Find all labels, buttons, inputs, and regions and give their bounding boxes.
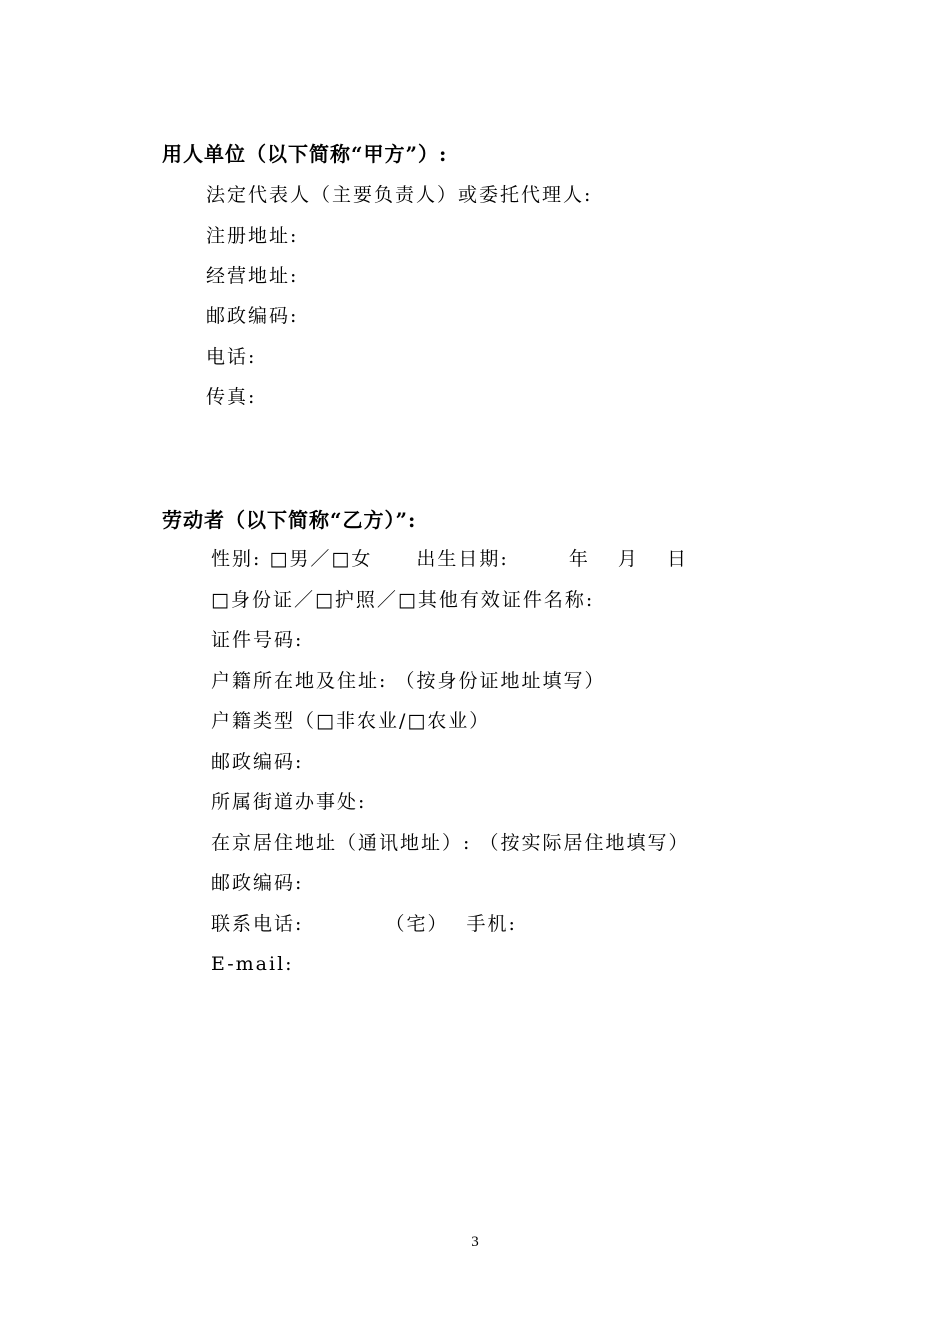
birth-date-label: 出生日期:: [416, 548, 509, 570]
email-line: E-mail:: [211, 953, 294, 975]
id-number-line: 证件号码:: [211, 629, 304, 651]
street-office-line: 所属街道办事处:: [211, 791, 367, 813]
day-label: 日: [666, 548, 688, 570]
month-label: 月: [617, 548, 639, 570]
mobile-label: 手机:: [466, 913, 517, 935]
party-a-phone-line: 电话:: [206, 346, 257, 368]
contact-phone-line: [211, 911, 517, 937]
party-a-business-address-line: 经营地址:: [206, 265, 299, 287]
party-a-representative-line: 法定代表人（主要负责人）或委托代理人:: [206, 184, 593, 206]
gender-options: □男／□女: [269, 548, 373, 570]
party-b-heading: 劳动者（以下简称“乙方）”:: [162, 508, 417, 532]
page-number: 3: [471, 1234, 479, 1250]
party-a-postal-code-line: 邮政编码:: [206, 305, 299, 327]
id-type-line: □身份证／□护照／□其他有效证件名称:: [211, 589, 595, 611]
gender-label: 性别:: [211, 548, 262, 570]
party-b-postal-code-2-line: 邮政编码:: [211, 872, 304, 894]
party-a-fax-line: 传真:: [206, 386, 257, 408]
gender-birth-line: [211, 546, 688, 572]
hukou-type-line: 户籍类型（□非农业/□农业）: [211, 710, 491, 732]
contact-phone-label: 联系电话:: [211, 913, 304, 935]
party-b-postal-code-line: 邮政编码:: [211, 751, 304, 773]
beijing-address-line: 在京居住地址（通讯地址）: （按实际居住地填写）: [211, 832, 690, 854]
party-a-registered-address-line: 注册地址:: [206, 225, 299, 247]
party-a-heading: 用人单位（以下简称“甲方”）:: [162, 142, 448, 166]
hukou-address-line: 户籍所在地及住址: （按身份证地址填写）: [211, 670, 606, 692]
year-label: 年: [568, 548, 590, 570]
home-phone-label: （宅）: [385, 913, 449, 935]
